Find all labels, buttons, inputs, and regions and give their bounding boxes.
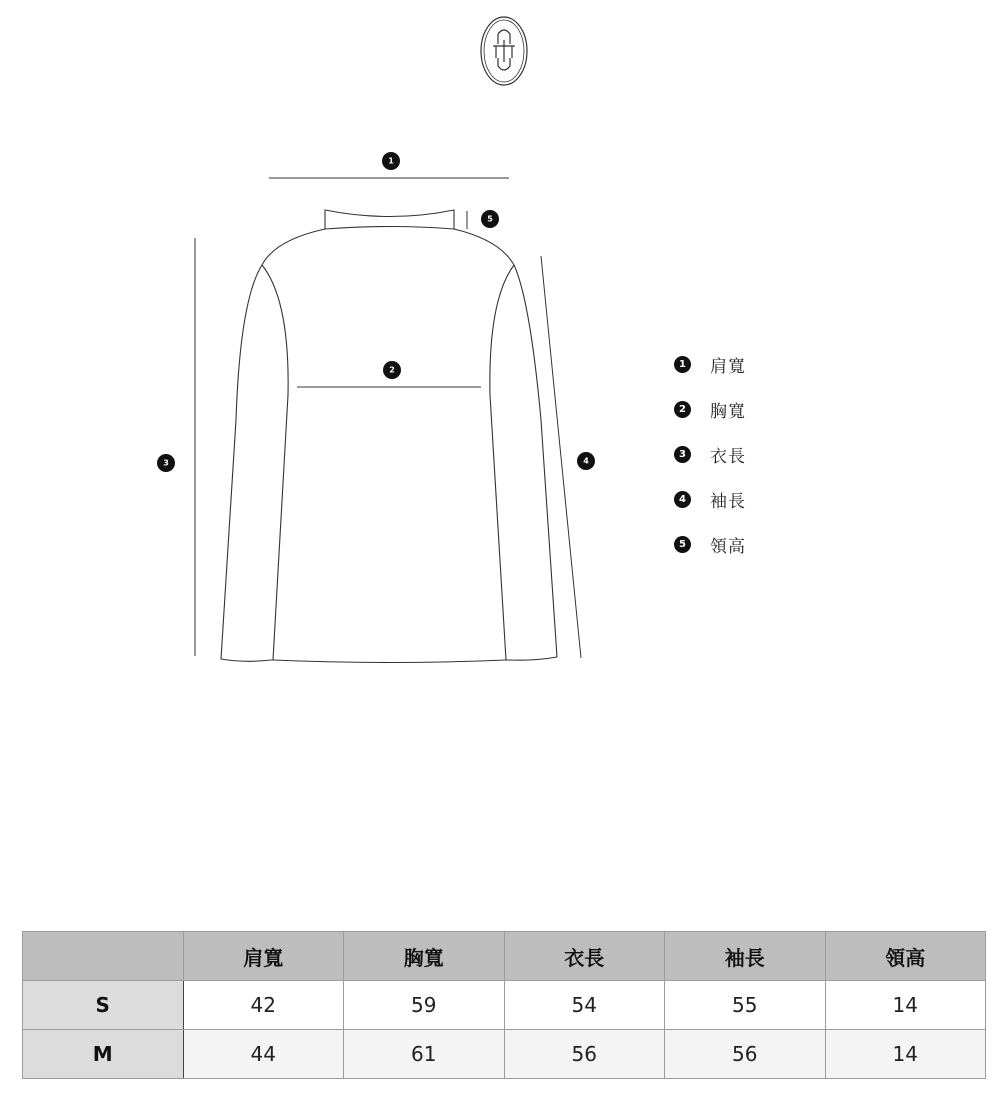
header-sleeve: 袖長	[665, 932, 826, 981]
legend-item-sleeve	[674, 477, 874, 522]
marker-2-number: 2	[389, 365, 395, 375]
table-cell: 14	[825, 1030, 986, 1079]
size-label: S	[23, 981, 184, 1030]
table-cell: 54	[504, 981, 665, 1030]
table-cell: 56	[504, 1030, 665, 1079]
legend-item-shoulder	[674, 342, 874, 387]
table-cell: 61	[344, 1030, 505, 1079]
legend-label: 衣長	[710, 447, 746, 467]
measurement-legend	[674, 342, 874, 567]
header-length: 衣長	[504, 932, 665, 981]
marker-1-number: 1	[388, 156, 394, 166]
size-label: M	[23, 1030, 184, 1079]
marker-2	[383, 361, 401, 379]
legend-item-chest	[674, 387, 874, 432]
marker-3-number: 3	[163, 458, 169, 468]
marker-5	[481, 210, 499, 228]
marker-1	[382, 152, 400, 170]
legend-label: 袖長	[710, 492, 746, 512]
legend-item-collar	[674, 522, 874, 567]
legend-label: 胸寬	[710, 402, 746, 422]
marker-3	[157, 454, 175, 472]
legend-number: 4	[674, 491, 691, 508]
table-cell: 42	[183, 981, 344, 1030]
marker-4	[577, 452, 595, 470]
legend-number: 3	[674, 446, 691, 463]
sleeve-length-line	[541, 256, 581, 658]
table-cell: 59	[344, 981, 505, 1030]
marker-5-number: 5	[487, 214, 493, 224]
garment-outline	[221, 210, 557, 663]
table-cell: 44	[183, 1030, 344, 1079]
header-shoulder: 肩寬	[183, 932, 344, 981]
table-header-row	[23, 932, 986, 981]
legend-number: 5	[674, 536, 691, 553]
table-row	[23, 981, 986, 1030]
table-cell: 55	[665, 981, 826, 1030]
corner-cell	[23, 932, 184, 981]
legend-number: 1	[674, 356, 691, 373]
table-cell: 14	[825, 981, 986, 1030]
legend-label: 領高	[710, 537, 746, 557]
legend-label: 肩寬	[710, 357, 746, 377]
legend-item-length	[674, 432, 874, 477]
marker-4-number: 4	[583, 456, 589, 466]
legend-number: 2	[674, 401, 691, 418]
header-chest: 胸寬	[344, 932, 505, 981]
header-collar: 領高	[825, 932, 986, 981]
size-table	[22, 931, 986, 1079]
table-row	[23, 1030, 986, 1079]
table-cell: 56	[665, 1030, 826, 1079]
